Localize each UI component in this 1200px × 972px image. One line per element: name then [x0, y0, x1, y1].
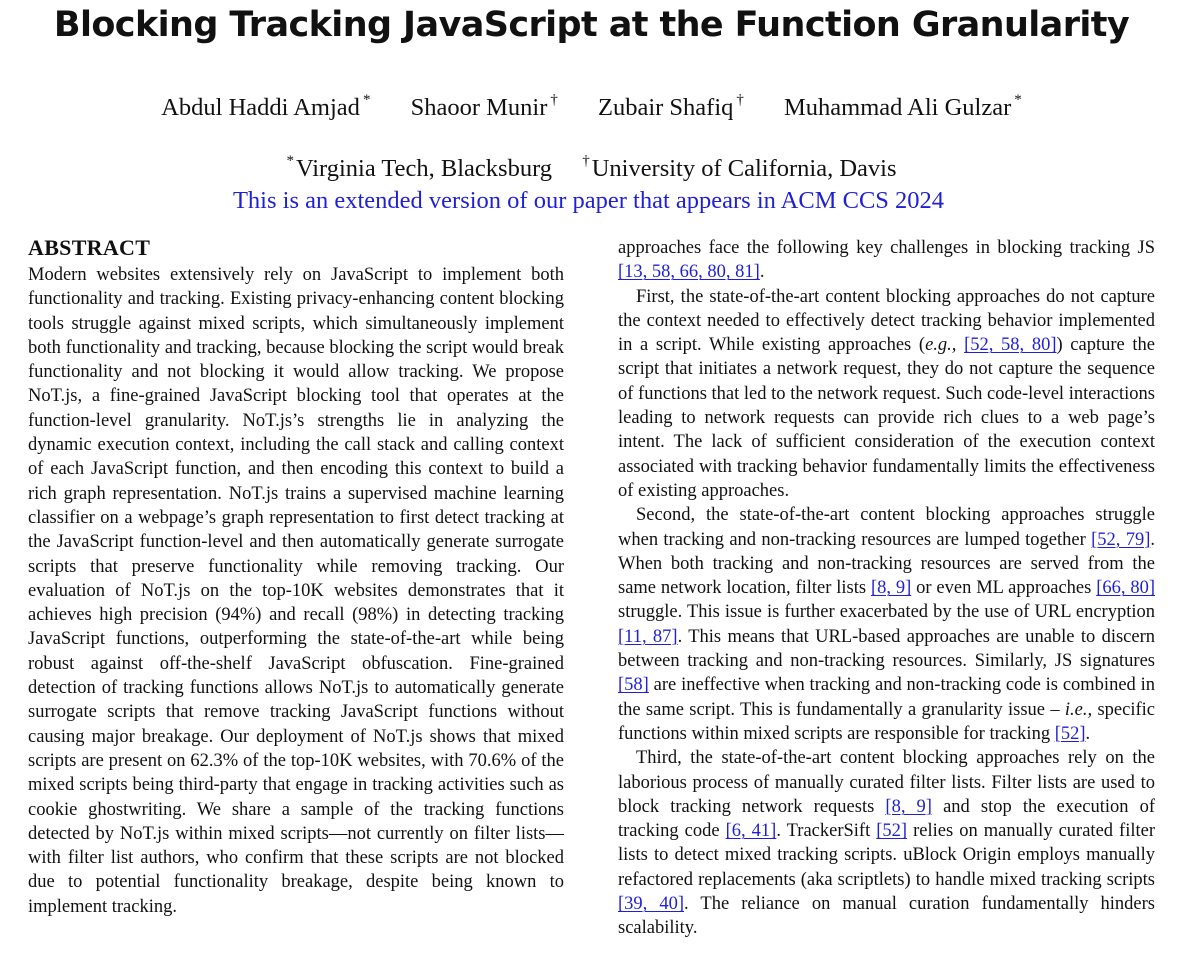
citation-link[interactable]: [66, 80]: [1096, 578, 1155, 599]
text-run-italic: i.e.,: [1064, 699, 1093, 720]
text-run: [956, 335, 964, 355]
author-shafiq: [598, 94, 744, 121]
text-run: relies on manually curated filter lists to detect mixed tracking scripts. uBlock Origin employs manually refactored replacements (aka scriptlets) to handle mixed tracking scripts: [618, 821, 1156, 890]
affiliation-list: [0, 153, 1183, 185]
author-mark: †: [550, 92, 558, 108]
intro-paragraph-2: [618, 285, 1155, 504]
citation-link[interactable]: [8, 9]: [870, 578, 912, 599]
text-run: Second, the state-of-the-art content blocking approaches struggle when tracking and non-tracking resources are lumped together: [618, 505, 1155, 550]
text-run: . This means that URL-based approaches are unable to discern between tracking and non-tracking resources. Similarly, JS signatures: [618, 626, 1155, 672]
affiliation-name: University of California, Davis: [591, 155, 897, 182]
affiliation-name: Virginia Tech, Blacksburg: [295, 155, 553, 182]
text-run: . When both tracking and non-tracking resources are served from the same network location, filter lists: [618, 529, 1155, 599]
citation-link[interactable]: [6, 41]: [725, 821, 777, 842]
text-run: struggle. This issue is further exacerbated by the use of URL encryption: [618, 602, 1155, 623]
citation-link[interactable]: [52]: [876, 821, 908, 842]
citation-link[interactable]: [11, 87]: [618, 626, 678, 647]
author-gulzar: [784, 94, 1022, 121]
extended-version-note: This is an extended version of our paper that appears in ACM CCS 2024: [232, 187, 945, 214]
intro-paragraph-1: [618, 236, 1155, 285]
text-run: . The reliance on manual curation fundamentally hinders scalability.: [618, 894, 1156, 939]
left-column: [28, 233, 564, 919]
affiliation-mark: †: [582, 153, 590, 169]
author-list: [0, 92, 1183, 124]
author-munir: [411, 94, 558, 121]
text-run: specific functions within mixed scripts are responsible for tracking: [618, 699, 1155, 744]
citation-link[interactable]: [52]: [1054, 723, 1086, 744]
abstract-heading: ABSTRACT: [28, 235, 151, 260]
text-run-italic: e.g.,: [925, 335, 957, 356]
text-run: .: [1085, 723, 1091, 744]
citation-link[interactable]: [39, 40]: [618, 894, 685, 915]
text-run: . TrackerSift: [776, 821, 877, 842]
affiliation-mark: *: [286, 153, 294, 169]
paper-title: Blocking Tracking JavaScript at the Function Granularity: [53, 5, 1130, 45]
affiliation-uc-davis: [582, 155, 896, 182]
intro-paragraph-4: [618, 746, 1155, 940]
author-amjad: [161, 94, 370, 121]
author-name: Shaoor Munir: [410, 94, 548, 121]
author-name: Muhammad Ali Gulzar: [784, 94, 1012, 121]
author-name: Zubair Shafiq: [597, 94, 734, 121]
text-run: ) capture the script that initiates a network request, they do not capture the sequence of functions that led to the network request. Such code-level interactions leading to network requests can provide rich clues to a web page’s intent. The lack of sufficient consideration of the execution context associated with tracking behavior fundamentally limits the effectiveness of existing approaches.: [618, 335, 1155, 501]
citation-link[interactable]: [52, 79]: [1091, 529, 1151, 550]
text-run: and stop the execution of tracking code: [618, 796, 1155, 842]
citation-link[interactable]: [52, 58, 80]: [964, 335, 1057, 356]
abstract-text: Modern websites extensively rely on JavaScript to implement both functionality and tracking. Existing privacy-enhancing content blocking tools struggle against mixed scripts, which simultaneously implement both functionality and tracking, because blocking the script would break functionality and not blocking it would allow tracking. We propose NoT.js, a fine-grained JavaScript blocking tool that operates at the function-level granularity. NoT.js’s strengths lie in analyzing the dynamic execution context, including the call stack and calling context of each JavaScript function, and then encoding this context to build a rich graph representation. NoT.js trains a supervised machine learning classifier on a webpage’s graph representation to first detect tracking at the JavaScript function-level and then automatically generate surrogate scripts that preserve functionality while removing tracking. Our evaluation of NoT.js on the top-10K websites demonstrates that it achieves high precision (94%) and recall (98%) in detecting tracking JavaScript functions, outperforming the state-of-the-art while being robust against off-the-shelf JavaScript obfuscation. Fine-grained detection of tracking functions allows NoT.js to automatically generate surrogate scripts that remove tracking JavaScript functions without causing major breakage. Our deployment of NoT.js shows that mixed scripts are present on 62.3% of the top-10K websites, with 70.6% of the mixed scripts being third-party that engage in tracking activities such as cookie ghostwriting. We share a sample of the tracking functions detected by NoT.js within mixed scripts—not currently on filter lists—with filter list authors, who confirm that these scripts are not blocked due to potential functionality breakage, despite being known to implement tracking.: [28, 265, 564, 917]
text-run: are ineffective when tracking and non-tracking code is combined in the same script. This is fundamentally a granularity issue –: [618, 675, 1155, 720]
citation-link[interactable]: [13, 58, 66, 80, 81]: [618, 262, 760, 283]
text-run: or even ML approaches: [911, 578, 1097, 599]
intro-paragraph-3: [618, 503, 1155, 746]
right-column: [618, 236, 1155, 941]
affiliation-virginia-tech: [286, 155, 552, 182]
author-mark: †: [736, 92, 744, 108]
text-run: .: [759, 262, 765, 283]
text-run: Third, the state-of-the-art content blocking approaches rely on the laborious process of manually curated filter lists. Filter lists are used to block tracking network requests: [618, 748, 1155, 817]
text-run: approaches face the following key challenges in blocking tracking JS: [618, 238, 1155, 258]
author-mark: *: [362, 92, 371, 108]
citation-link[interactable]: [58]: [618, 675, 649, 696]
author-name: Abdul Haddi Amjad: [161, 94, 360, 121]
text-run: First, the state-of-the-art content blocking approaches do not capture the context needed to effectively detect tracking behavior implemented in a script. While existing approaches (: [618, 286, 1155, 356]
author-mark: *: [1014, 92, 1022, 108]
citation-link[interactable]: [8, 9]: [885, 796, 932, 817]
